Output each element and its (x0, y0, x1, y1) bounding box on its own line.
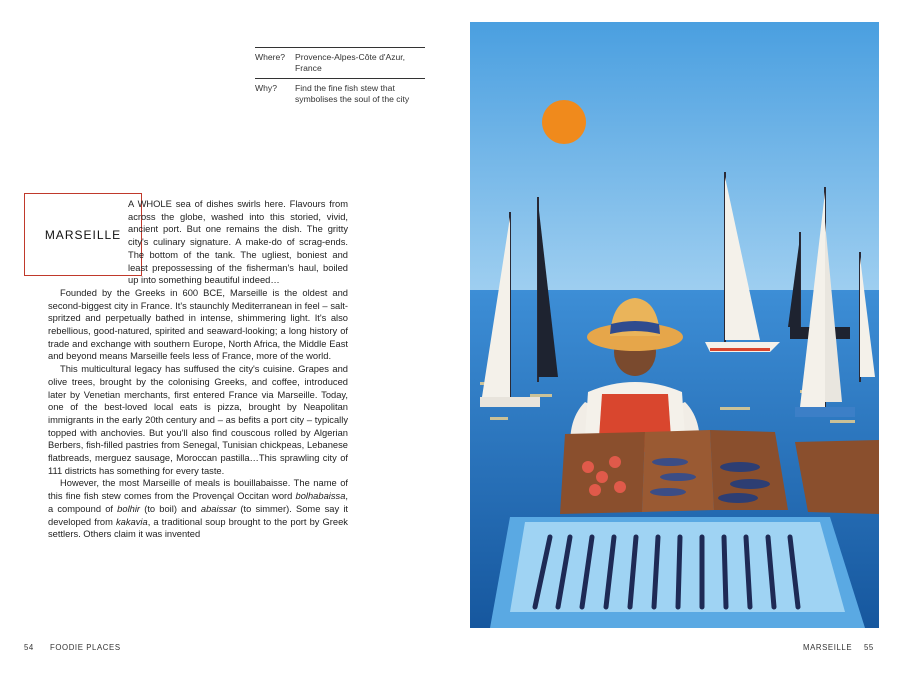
text-run: (to simmer). Some say it developed from (48, 503, 348, 527)
paragraph-intro (48, 198, 348, 287)
fish-tray (490, 517, 865, 628)
info-row-where (255, 48, 425, 78)
fish-market-illustration (470, 22, 879, 628)
crate (795, 440, 879, 514)
text-run: (to boil) and (140, 503, 201, 514)
sun (542, 100, 586, 144)
article-body (48, 198, 348, 541)
info-table (255, 47, 425, 109)
info-value: Provence-Alpes-Côte d'Azur, France (295, 52, 406, 73)
paragraph-text: sea of dishes swirls here. Flavours from across the globe, washed into this storied, vivid, ancient port. But one remains the dish. The gritty city's culinary signature. A make-do of scrag-ends. The bottom of the tank. The ugliest, boniest and least prepossessing of the fisherman's haul, boiled up into something beautiful indeed… (128, 199, 348, 286)
text-run: , a traditional soup brought to the port by Greek settlers. Others claim it was invented (48, 516, 348, 540)
info-label: Where? (255, 52, 286, 62)
paragraph: This multicultural legacy has suffused the city's cuisine. Grapes and olive trees, brought by the colonising Greeks, and coffee, introduced later by Venetian merchants, first entered France via Marseille. Today, one of the best-loved local eats is pizza, brought by Neapolitan immigrants in the early 20th century and – as befits a port city – typically topped with anchovies. But you'll also find couscous rolled by Algerian Berbers, fish-filled pastries from Senegal, Tunisian chickpeas, Lebanese flatbreads, merguez sausage, Moroccan pastilla…This sprawling city of 111 districts has something for every taste. (48, 364, 348, 476)
info-label: Why? (255, 83, 277, 93)
page-number-right: 55 (864, 643, 874, 652)
info-value: Find the fine fish stew that symbolises the soul of the city (295, 83, 410, 104)
italic-term: bolhabaissa (295, 491, 346, 502)
paragraph: Founded by the Greeks in 600 BCE, Marseille is the oldest and second-biggest city in France. It's staunchly Mediterranean in feel – salt-spritzed and perpetually bathed in intense, shimmering light. It's also rebellious, good-natured, spirited and seaward-looking; a long history of trade and exchange with southern Europe, North Africa, the Middle East and beyond means Marseille feels less of France, more of the world. (48, 287, 348, 362)
info-row-why (255, 78, 425, 109)
page-number-left: 54 (24, 643, 34, 652)
running-head-right: MARSEILLE (803, 643, 853, 652)
chapter-title: MARSEILLE (24, 193, 142, 276)
italic-term: bolhir (117, 503, 141, 514)
title-spacer (24, 198, 128, 278)
running-head-left: FOODIE PLACES (50, 643, 121, 652)
fish-crates (560, 430, 879, 514)
crate (642, 430, 714, 512)
text-run: , a compound of (48, 491, 348, 514)
italic-term: kakavia (116, 516, 148, 527)
drop-lead: A WHOLE (128, 199, 172, 209)
italic-term: abaissar (200, 503, 237, 514)
text-run: However, the most Marseille of meals is bouillabaisse. The name of this fine fish stew comes from the Provençal Occitan word (48, 478, 348, 502)
paragraph (48, 477, 348, 541)
